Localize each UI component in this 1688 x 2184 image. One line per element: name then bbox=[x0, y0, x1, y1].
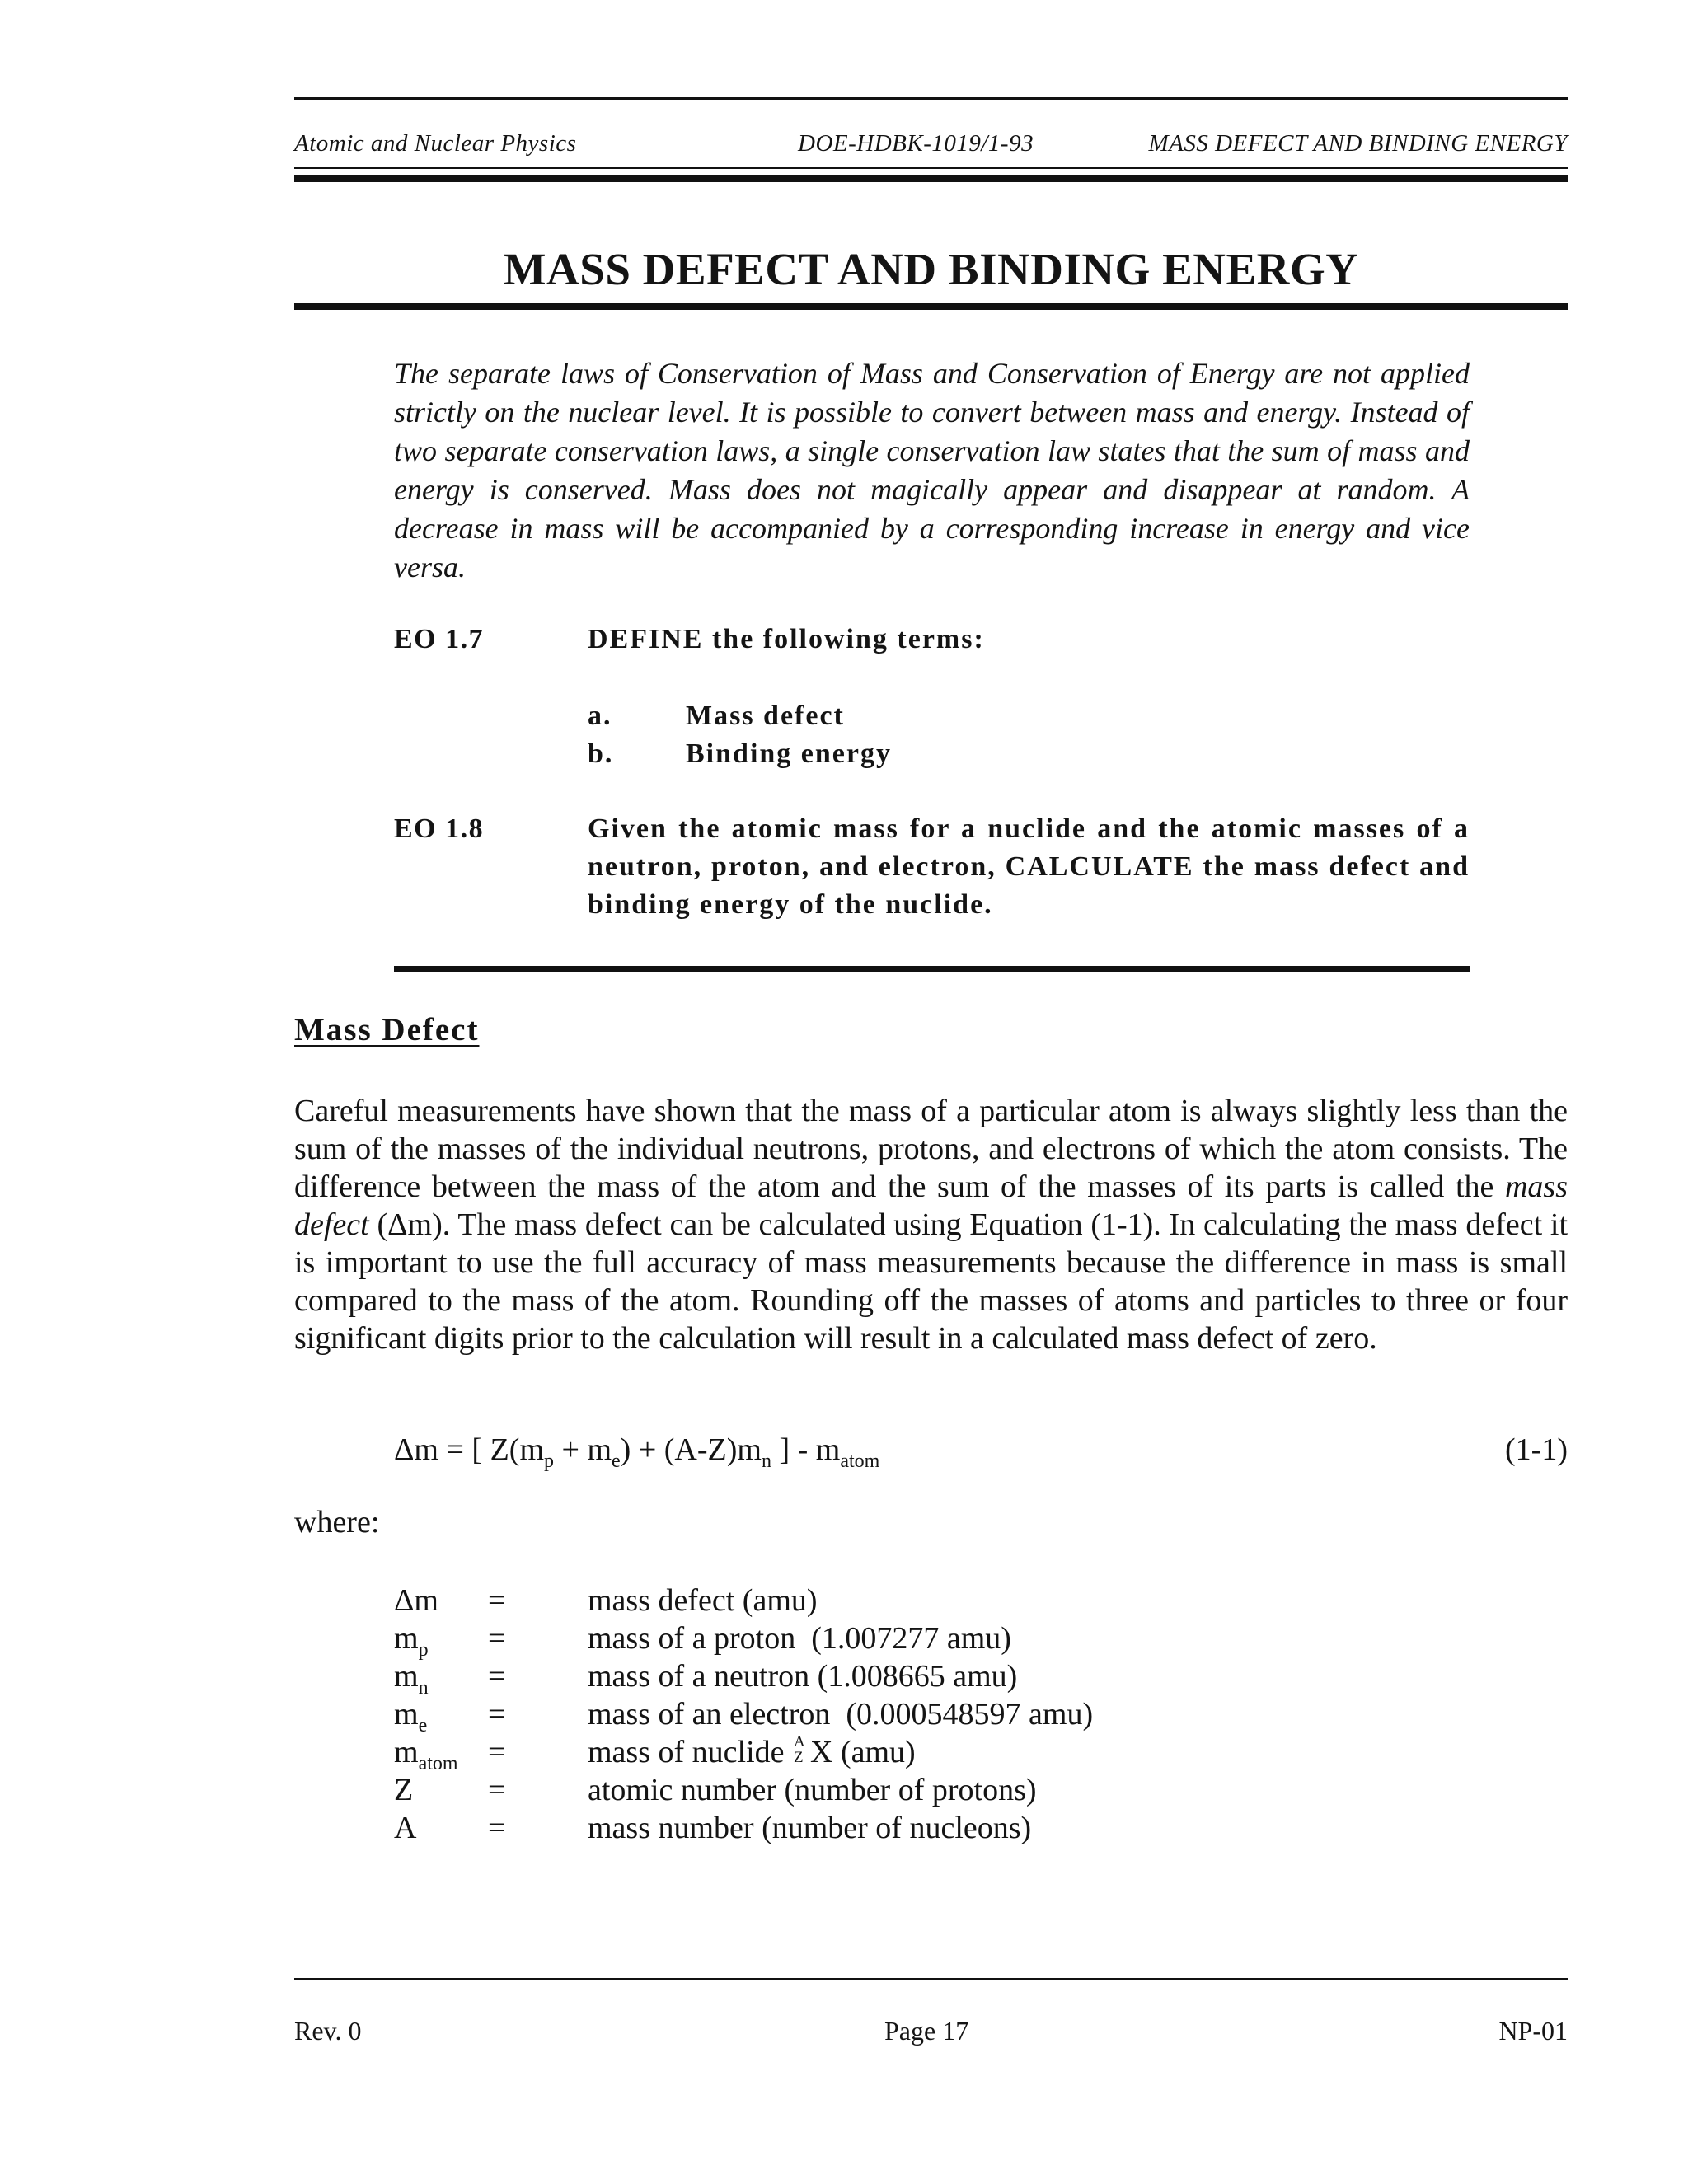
header-right: MASS DEFECT AND BINDING ENERGY bbox=[1148, 130, 1568, 157]
symbol-main: Δm bbox=[394, 1583, 438, 1618]
paragraph-text: (Δm). The mass defect can be calculated using Equation (1-1). In calculating the mass defect it is important to use the full accuracy of mass measurements because the difference in mass is small compared to the mass of the atom. Rounding off the masses of atoms and particles to three or four significant digits prior to the calculation will result in a calculated mass defect of zero. bbox=[294, 1207, 1568, 1356]
header-thin-rule bbox=[294, 167, 1568, 169]
footer-right: NP-01 bbox=[1498, 2016, 1568, 2046]
variable-symbol bbox=[394, 1696, 428, 1736]
variable-description: mass of a proton (1.007277 amu) bbox=[588, 1621, 1011, 1656]
header-thick-rule bbox=[294, 175, 1568, 182]
eq-subscript: e bbox=[612, 1451, 621, 1472]
body-paragraph bbox=[294, 1092, 1568, 1357]
eq-subscript: atom bbox=[840, 1451, 880, 1472]
page-title: MASS DEFECT AND BINDING ENERGY bbox=[503, 244, 1359, 294]
equation bbox=[394, 1432, 880, 1472]
objective-item-text: Mass defect bbox=[686, 701, 845, 731]
objective-code: EO 1.8 bbox=[394, 813, 485, 844]
section-title: Mass Defect bbox=[294, 1012, 480, 1047]
variable-description: mass number (number of nucleons) bbox=[588, 1811, 1032, 1845]
variable-equals: = bbox=[488, 1735, 506, 1769]
eq-subscript: n bbox=[761, 1451, 771, 1472]
variable-equals: = bbox=[488, 1697, 506, 1732]
eq-subscript: p bbox=[544, 1451, 555, 1472]
symbol-main: m bbox=[394, 1735, 419, 1769]
variable-symbol bbox=[394, 1582, 438, 1619]
objective-item-letter: a. bbox=[588, 701, 612, 731]
footer-center: Page 17 bbox=[884, 2016, 969, 2046]
objective-text: DEFINE the following terms: bbox=[588, 624, 985, 654]
symbol-main: Z bbox=[394, 1773, 414, 1807]
objective-code: EO 1.7 bbox=[394, 624, 485, 654]
symbol-sub: n bbox=[418, 1677, 429, 1699]
element-symbol: X bbox=[810, 1735, 833, 1769]
desc-text: (amu) bbox=[832, 1735, 916, 1769]
symbol-sub: atom bbox=[418, 1753, 458, 1774]
variable-symbol bbox=[394, 1734, 458, 1774]
variable-symbol bbox=[394, 1620, 429, 1661]
symbol-main: m bbox=[394, 1659, 419, 1694]
footer-left: Rev. 0 bbox=[294, 2016, 362, 2046]
symbol-main: A bbox=[394, 1811, 417, 1845]
variable-description: mass of an electron (0.000548597 amu) bbox=[588, 1697, 1094, 1732]
eq-part: ) + (A-Z)m bbox=[620, 1432, 762, 1467]
symbol-main: m bbox=[394, 1697, 419, 1732]
header-top-rule bbox=[294, 97, 1568, 100]
paragraph-text: Careful measurements have shown that the mass of a particular atom is always slightly less than the sum of the masses of the individual neutrons, protons, and electrons of which the atom consists. The difference between the mass of the atom and the sum of the masses of its parts is called the bbox=[294, 1094, 1568, 1204]
variable-description: mass defect (amu) bbox=[588, 1583, 818, 1618]
objective-text: Given the atomic mass for a nuclide and the atomic masses of a neutron, proton, and electron, CALCULATE the mass defect and binding energy of the nuclide. bbox=[588, 813, 1470, 920]
defined-term: mass defect bbox=[294, 1169, 1568, 1242]
variable-description: atomic number (number of protons) bbox=[588, 1773, 1037, 1807]
footer-rule bbox=[294, 1978, 1568, 1980]
variable-description: mass of a neutron (1.008665 amu) bbox=[588, 1659, 1018, 1694]
equation-number: (1-1) bbox=[1505, 1432, 1568, 1467]
eq-part: ] - m bbox=[771, 1432, 841, 1467]
variable-equals: = bbox=[488, 1773, 506, 1807]
objective-item-letter: b. bbox=[588, 738, 614, 769]
eq-part: Δm = [ Z(m bbox=[394, 1432, 545, 1467]
objective-item-text: Binding energy bbox=[686, 738, 892, 769]
desc-text: mass of nuclide bbox=[588, 1735, 793, 1769]
atomic-number: Z bbox=[794, 1749, 804, 1766]
intro-paragraph: The separate laws of Conservation of Mass and Conservation of Energy are not applied strictly on the nuclear level. It is possible to convert between mass and energy. Instead of two separate conservation laws, a single conservation law states that the sum of mass and energy is conserved. Mass does not magically appear and disappear at random. A decrease in mass will be accompanied by a corresponding increase in energy and vice versa. bbox=[394, 357, 1470, 583]
header-left: Atomic and Nuclear Physics bbox=[294, 130, 577, 157]
header-center: DOE-HDBK-1019/1-93 bbox=[798, 130, 1034, 157]
title-rule bbox=[294, 303, 1568, 310]
where-label: where: bbox=[294, 1505, 380, 1540]
variable-description bbox=[588, 1734, 916, 1770]
variable-symbol bbox=[394, 1658, 429, 1699]
variable-equals: = bbox=[488, 1811, 506, 1845]
nuclide-notation bbox=[792, 1733, 810, 1766]
variable-equals: = bbox=[488, 1583, 506, 1618]
variable-equals: = bbox=[488, 1621, 506, 1656]
variable-symbol bbox=[394, 1772, 413, 1808]
variable-symbol bbox=[394, 1810, 416, 1846]
objectives-rule bbox=[394, 966, 1470, 972]
symbol-sub: p bbox=[418, 1639, 429, 1661]
variable-equals: = bbox=[488, 1659, 506, 1694]
symbol-sub: e bbox=[418, 1715, 428, 1736]
eq-part: + m bbox=[554, 1432, 612, 1467]
symbol-main: m bbox=[394, 1621, 419, 1656]
mass-number: A bbox=[794, 1733, 805, 1750]
